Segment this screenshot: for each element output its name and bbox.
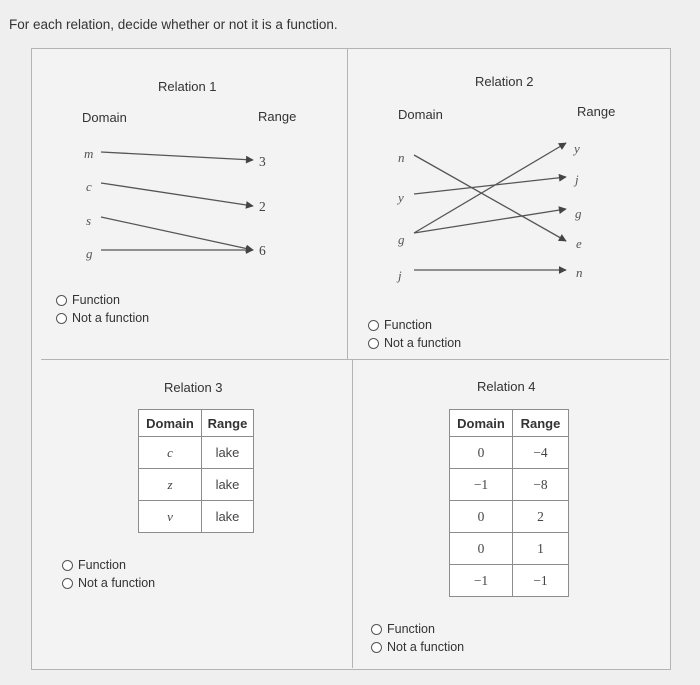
relation-1-arrow [101,183,253,206]
table-row [450,437,569,469]
relation-2-arrow [414,155,566,241]
relation-1-domain-item: s [86,213,92,228]
relation-1-range-item: 6 [259,243,266,258]
relation-1-domain-item: c [86,179,92,194]
range-cell: −8 [513,469,569,501]
relation-2-domain-header: Domain [398,107,443,122]
radio-button[interactable] [62,560,73,571]
option-label: Not a function [78,576,156,590]
option-label: Not a function [387,640,465,654]
relation-1-arrow [101,217,253,250]
relation-2-domain-item: j [398,268,402,283]
option-label: Function [384,318,432,332]
table-header-row [450,410,569,437]
table-row [139,501,254,533]
domain-cell: −1 [450,565,513,597]
range-cell: −1 [513,565,569,597]
table-row [450,469,569,501]
domain-cell: 0 [450,501,513,533]
radio-button[interactable] [371,624,382,635]
range-cell: lake [202,437,254,469]
table-row [139,437,254,469]
range-cell: lake [202,501,254,533]
range-cell: lake [202,469,254,501]
relation-1-arrow [101,152,253,160]
relation-4-function-option[interactable] [371,622,435,636]
table-row [450,565,569,597]
relation-2-domain-item: g [398,232,405,247]
relation-1-domain-item: g [86,246,93,261]
relation-2-range-item: y [574,141,580,156]
relation-2-arrow [414,143,566,233]
relation-4-title: Relation 4 [477,379,536,394]
option-label: Function [78,558,126,572]
relation-3-not-function-option[interactable] [62,576,155,590]
option-label: Not a function [384,336,462,350]
relation-2-range-header: Range [577,104,616,119]
relation-2-arrow [414,209,566,233]
table-row [450,533,569,565]
relation-1-range-item: 3 [259,154,266,169]
relation-3-title: Relation 3 [164,380,223,395]
relation-2-domain-item: y [398,190,404,205]
range-cell: −4 [513,437,569,469]
relation-1-title: Relation 1 [158,79,217,94]
relation-2-arrow [414,177,566,194]
domain-column-header: Domain [139,410,202,437]
relation-1-range-item: 2 [259,199,266,214]
instruction-text: For each relation, decide whether or not it is a function. [9,17,338,32]
option-label: Function [387,622,435,636]
relation-3-table [138,409,254,533]
relation-4-not-function-option[interactable] [371,640,464,654]
relation-2-range-item: e [576,236,582,251]
domain-cell: c [139,437,202,469]
domain-cell: 0 [450,437,513,469]
relation-2-domain-item: n [398,150,405,165]
option-label: Function [72,293,120,307]
relation-1-domain-header: Domain [82,110,127,125]
relation-3-function-option[interactable] [62,558,126,572]
relation-2-range-item: j [575,172,579,187]
domain-cell: 0 [450,533,513,565]
radio-button[interactable] [371,642,382,653]
relation-1-domain-item: m [84,146,94,161]
option-label: Not a function [72,311,150,325]
relation-2-range-item: g [575,206,582,221]
relation-2-range-item: n [576,265,583,280]
domain-column-header: Domain [450,410,513,437]
domain-cell: v [139,501,202,533]
table-header-row [139,410,254,437]
domain-cell: −1 [450,469,513,501]
table-row [450,501,569,533]
range-column-header: Range [202,410,254,437]
radio-button[interactable] [62,578,73,589]
table-row [139,469,254,501]
range-cell: 1 [513,533,569,565]
domain-cell: z [139,469,202,501]
range-column-header: Range [513,410,569,437]
relation-4-table [449,409,569,597]
relation-2-title: Relation 2 [475,74,534,89]
range-cell: 2 [513,501,569,533]
relation-1-range-header: Range [258,109,297,124]
